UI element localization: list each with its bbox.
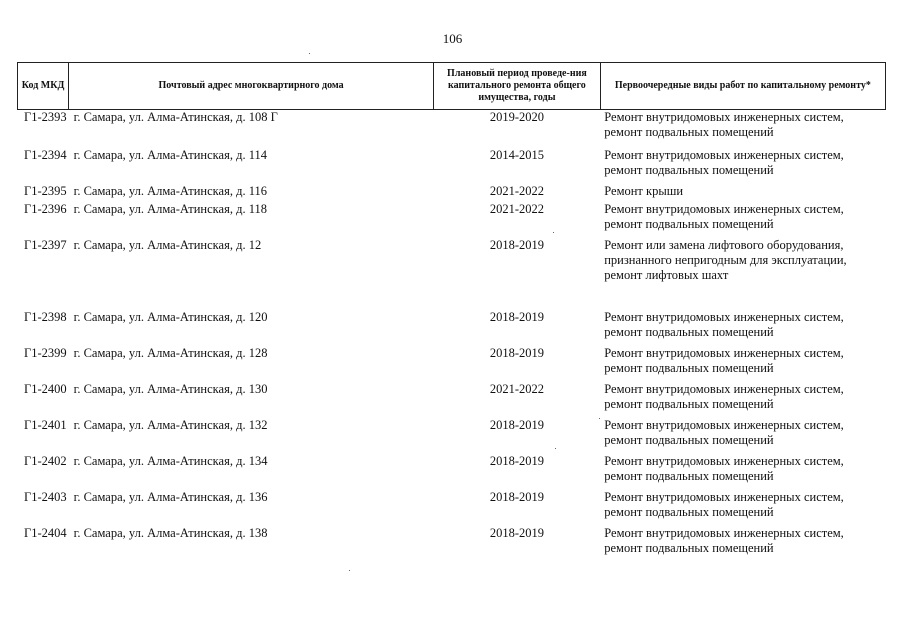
cell-address: г. Самара, ул. Алма-Атинская, д. 108 Г bbox=[73, 110, 278, 124]
cell-address: г. Самара, ул. Алма-Атинская, д. 120 bbox=[73, 309, 268, 324]
cell-period: 2018-2019 bbox=[489, 453, 544, 468]
cell-address: г. Самара, ул. Алма-Атинская, д. 116 bbox=[73, 183, 267, 198]
cell-works: Ремонт внутридомовых инженерных систем, ремонт подвальных помещений bbox=[604, 147, 844, 177]
cell-period: 2021-2022 bbox=[489, 201, 544, 216]
repair-schedule-table bbox=[17, 62, 886, 562]
header-works: Первоочередные виды работ по капитальному ремонту* bbox=[600, 63, 885, 110]
cell-works: Ремонт или замена лифтового оборудования, признанного непригодным для эксплуатации, ремонт лифтовых шахт bbox=[604, 237, 847, 282]
cell-period: 2019-2020 bbox=[489, 110, 544, 124]
table-row bbox=[18, 184, 886, 202]
cell-works: Ремонт внутридомовых инженерных систем, ремонт подвальных помещений bbox=[604, 309, 844, 339]
cell-works: Ремонт внутридомовых инженерных систем, ремонт подвальных помещений bbox=[604, 453, 844, 483]
cell-period: 2021-2022 bbox=[489, 381, 544, 396]
cell-address: г. Самара, ул. Алма-Атинская, д. 132 bbox=[73, 417, 268, 432]
table-row bbox=[18, 310, 886, 346]
cell-address: г. Самара, ул. Алма-Атинская, д. 134 bbox=[73, 453, 268, 468]
cell-works: Ремонт внутридомовых инженерных систем, ремонт подвальных помещений bbox=[604, 381, 844, 411]
cell-address: г. Самара, ул. Алма-Атинская, д. 114 bbox=[73, 147, 267, 162]
cell-period: 2021-2022 bbox=[489, 183, 544, 198]
table-header-row bbox=[18, 63, 886, 110]
cell-works: Ремонт внутридомовых инженерных систем, ремонт подвальных помещений bbox=[604, 489, 844, 519]
table-row bbox=[18, 490, 886, 526]
cell-code: Г1-2396 bbox=[23, 201, 67, 216]
table-row bbox=[18, 202, 886, 238]
table-row bbox=[18, 346, 886, 382]
table-row bbox=[18, 148, 886, 184]
cell-works: Ремонт внутридомовых инженерных систем, ремонт подвальных помещений bbox=[604, 345, 844, 375]
header-period: Плановый период проведе-ния капитального ремонта общего имущества, годы bbox=[434, 63, 601, 110]
cell-code: Г1-2394 bbox=[23, 147, 67, 162]
cell-period: 2018-2019 bbox=[489, 309, 544, 324]
cell-period: 2018-2019 bbox=[489, 525, 544, 540]
table-row bbox=[18, 238, 886, 310]
cell-code: Г1-2398 bbox=[23, 309, 67, 324]
cell-code: Г1-2402 bbox=[23, 453, 67, 468]
cell-code: Г1-2400 bbox=[23, 381, 67, 396]
cell-code: Г1-2399 bbox=[23, 345, 67, 360]
table-row bbox=[18, 454, 886, 490]
scan-speck bbox=[349, 570, 350, 571]
header-address: Почтовый адрес многоквартирного дома bbox=[69, 63, 434, 110]
table-row bbox=[18, 418, 886, 454]
cell-code: Г1-2393 bbox=[23, 110, 67, 124]
cell-works: Ремонт внутридомовых инженерных систем, ремонт подвальных помещений bbox=[604, 201, 844, 231]
scan-speck bbox=[555, 448, 556, 449]
cell-address: г. Самара, ул. Алма-Атинская, д. 12 bbox=[73, 237, 262, 252]
cell-works: Ремонт внутридомовых инженерных систем, ремонт подвальных помещений bbox=[604, 417, 844, 447]
cell-code: Г1-2397 bbox=[23, 237, 67, 252]
cell-code: Г1-2401 bbox=[23, 417, 67, 432]
page-number: 106 bbox=[442, 31, 463, 46]
cell-address: г. Самара, ул. Алма-Атинская, д. 136 bbox=[73, 489, 268, 504]
cell-address: г. Самара, ул. Алма-Атинская, д. 118 bbox=[73, 201, 267, 216]
cell-works: Ремонт внутридомовых инженерных систем, ремонт подвальных помещений bbox=[604, 110, 844, 139]
cell-period: 2018-2019 bbox=[489, 489, 544, 504]
cell-period: 2018-2019 bbox=[489, 237, 544, 252]
cell-address: г. Самара, ул. Алма-Атинская, д. 130 bbox=[73, 381, 268, 396]
cell-address: г. Самара, ул. Алма-Атинская, д. 128 bbox=[73, 345, 268, 360]
scan-speck bbox=[599, 418, 600, 419]
cell-works: Ремонт внутридомовых инженерных систем, ремонт подвальных помещений bbox=[604, 525, 844, 555]
cell-works: Ремонт крыши bbox=[604, 183, 684, 198]
table-row bbox=[18, 382, 886, 418]
table-row bbox=[18, 526, 886, 562]
cell-code: Г1-2395 bbox=[23, 183, 67, 198]
cell-period: 2014-2015 bbox=[489, 147, 544, 162]
cell-code: Г1-2403 bbox=[23, 489, 67, 504]
cell-period: 2018-2019 bbox=[489, 417, 544, 432]
table-row bbox=[18, 110, 886, 148]
cell-period: 2018-2019 bbox=[489, 345, 544, 360]
header-code: Код МКД bbox=[18, 63, 69, 110]
scan-speck bbox=[553, 232, 554, 233]
scan-speck bbox=[309, 53, 310, 54]
cell-code: Г1-2404 bbox=[23, 525, 67, 540]
table-body bbox=[18, 110, 886, 562]
cell-address: г. Самара, ул. Алма-Атинская, д. 138 bbox=[73, 525, 268, 540]
